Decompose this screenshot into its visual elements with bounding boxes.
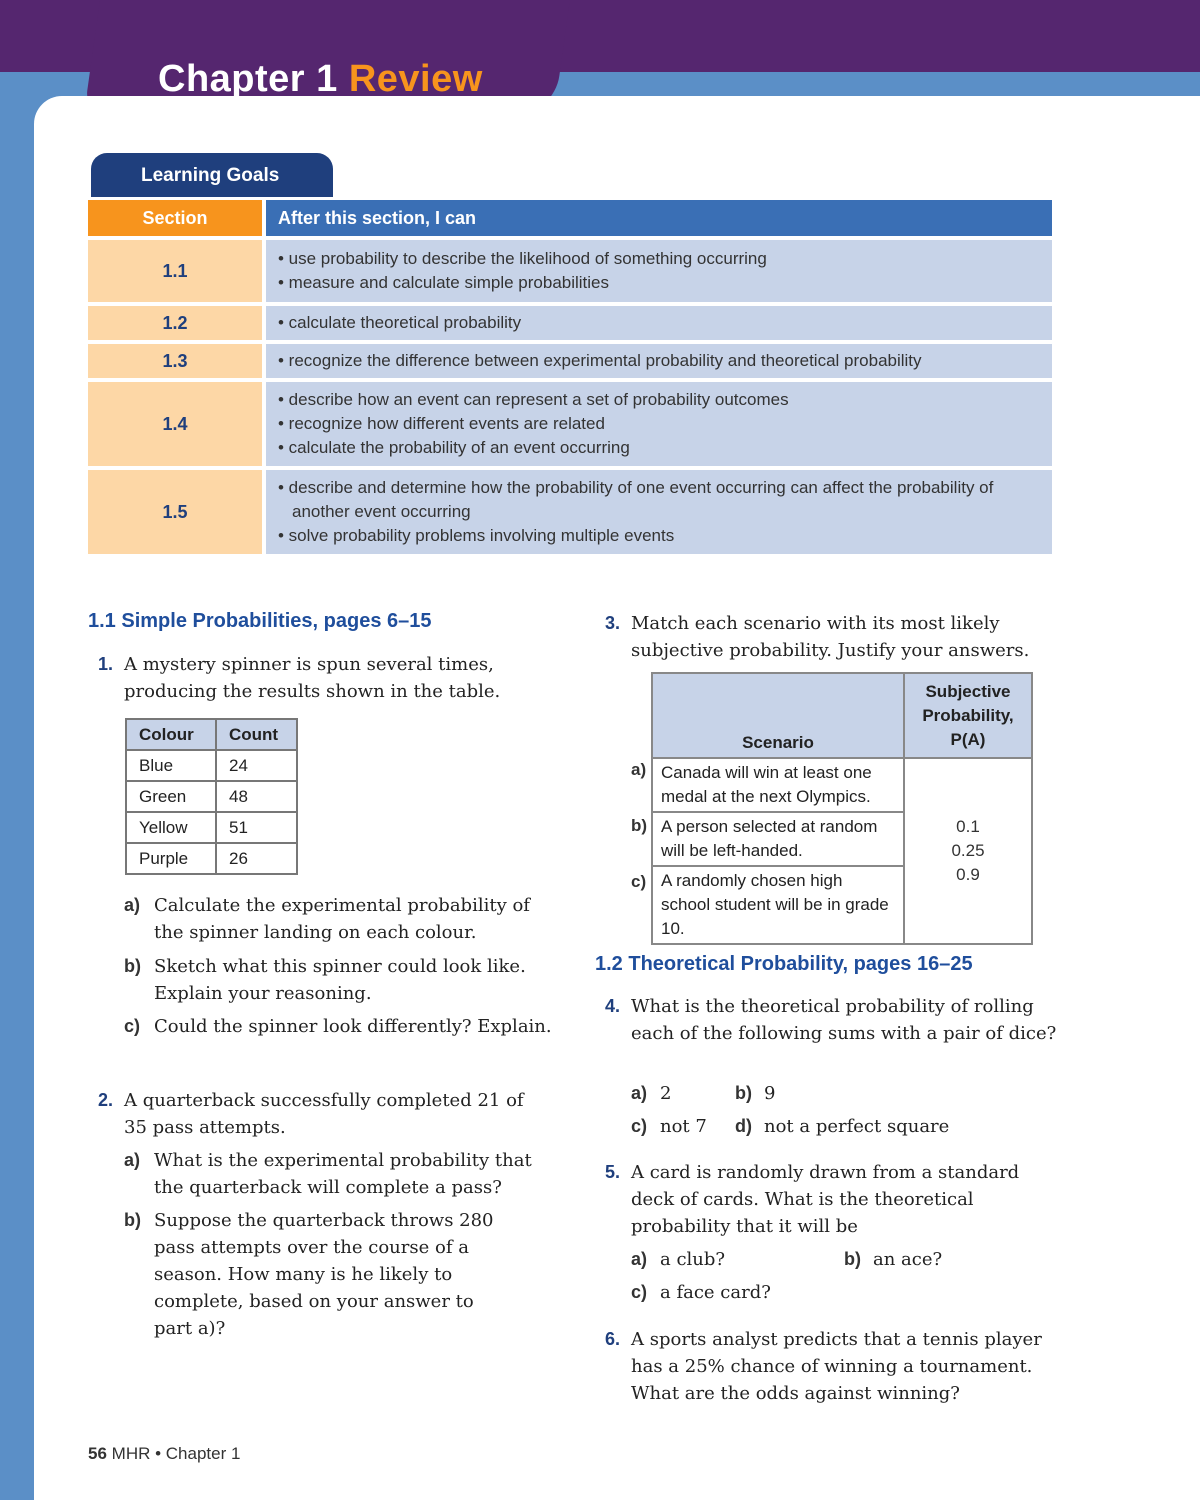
question-4c: c) not 7 bbox=[660, 1113, 707, 1140]
colour-cell: Purple bbox=[126, 843, 216, 874]
question-number: 1. bbox=[98, 654, 114, 674]
question-5 bbox=[605, 1159, 1051, 1240]
question-2b: b) Suppose the quarterback throws 280 pass attempts over the course of a season. How many is he likely to complete, based on your answer to part a)? bbox=[154, 1207, 504, 1342]
part-label: d) bbox=[735, 1116, 752, 1136]
chapter-title-accent: Review bbox=[348, 58, 483, 100]
part-label: a) bbox=[124, 895, 141, 915]
goal-item: • calculate the probability of an event occurring bbox=[278, 438, 630, 457]
goal-item: • solve probability problems involving multiple events bbox=[278, 526, 675, 545]
question-number: 2. bbox=[98, 1090, 114, 1110]
scenario-cell: A randomly chosen high school student will be in grade 10. bbox=[652, 866, 904, 944]
count-cell: 26 bbox=[216, 843, 297, 874]
question-3 bbox=[605, 610, 1061, 664]
probability-header: Subjective Probability, P(A) bbox=[904, 673, 1032, 758]
goal-row bbox=[88, 306, 1052, 340]
colour-cell: Yellow bbox=[126, 812, 216, 843]
part-label: b) bbox=[735, 1083, 752, 1103]
question-2a: a) What is the experimental probability that the quarterback will complete a pass? bbox=[154, 1147, 554, 1201]
scenario-label: c) bbox=[631, 872, 647, 891]
count-cell: 48 bbox=[216, 781, 297, 812]
colour-count-table bbox=[125, 718, 298, 875]
scenario-table bbox=[651, 672, 1033, 945]
question-1 bbox=[98, 651, 534, 705]
question-text: What is the theoretical probability of rolling each of the following sums with a pair of dice? bbox=[631, 996, 1057, 1044]
table-row bbox=[126, 781, 297, 812]
goal-section: 1.5 bbox=[88, 470, 262, 554]
scenario-cell: Canada will win at least one medal at the next Olympics. bbox=[652, 758, 904, 812]
scenario-header: Scenario bbox=[652, 673, 904, 758]
part-label: c) bbox=[631, 1116, 648, 1136]
question-4a: a) 2 bbox=[660, 1080, 671, 1107]
question-5a: a) a club? bbox=[660, 1246, 725, 1273]
goal-row bbox=[88, 240, 1052, 302]
part-label: c) bbox=[124, 1016, 141, 1036]
table-row bbox=[652, 758, 1032, 812]
footer-text: MHR • Chapter 1 bbox=[111, 1444, 241, 1463]
question-4 bbox=[605, 993, 1061, 1047]
question-text: A sports analyst predicts that a tennis player has a 25% chance of winning a tournament. What are the odds against winning? bbox=[631, 1329, 1042, 1404]
question-4d: d) not a perfect square bbox=[764, 1113, 949, 1140]
question-1a: a) Calculate the experimental probability of the spinner landing on each colour. bbox=[154, 892, 554, 946]
colour-cell: Blue bbox=[126, 750, 216, 781]
scenario-cell: A person selected at random will be left-handed. bbox=[652, 812, 904, 866]
table-row bbox=[126, 812, 297, 843]
goal-item: • measure and calculate simple probabilities bbox=[278, 273, 610, 292]
after-header: After this section, I can bbox=[262, 200, 1052, 236]
goal-section: 1.1 bbox=[88, 240, 262, 302]
part-label: b) bbox=[124, 1210, 141, 1230]
goal-item: • recognize the difference between experimental probability and theoretical probability bbox=[278, 351, 922, 370]
goal-item: • recognize how different events are related bbox=[278, 414, 605, 433]
question-text: A card is randomly drawn from a standard deck of cards. What is the theoretical probability that it will be bbox=[631, 1162, 1020, 1237]
learning-goals-tab: Learning Goals bbox=[89, 151, 335, 197]
goal-item: • describe how an event can represent a set of probability outcomes bbox=[278, 390, 789, 409]
count-cell: 51 bbox=[216, 812, 297, 843]
goal-row bbox=[88, 470, 1052, 554]
goal-item: • use probability to describe the likelihood of something occurring bbox=[278, 249, 767, 268]
question-text: Match each scenario with its most likely subjective probability. Justify your answers. bbox=[631, 613, 1030, 661]
chapter-title: Chapter 1 Review bbox=[158, 58, 483, 100]
goal-section: 1.4 bbox=[88, 382, 262, 466]
page-footer bbox=[88, 1444, 240, 1464]
question-1b: b) Sketch what this spinner could look like. Explain your reasoning. bbox=[154, 953, 554, 1007]
goal-section: 1.2 bbox=[88, 306, 262, 340]
section-heading-1-1: 1.1 Simple Probabilities, pages 6–15 bbox=[88, 610, 432, 632]
goal-row bbox=[88, 382, 1052, 466]
part-label: a) bbox=[631, 1249, 648, 1269]
goal-item: • calculate theoretical probability bbox=[278, 313, 522, 332]
question-text: A mystery spinner is spun several times, producing the results shown in the table. bbox=[124, 654, 501, 702]
table-row bbox=[126, 750, 297, 781]
question-4b: b) 9 bbox=[764, 1080, 775, 1107]
section-header: Section bbox=[88, 200, 262, 236]
part-label: b) bbox=[844, 1249, 861, 1269]
question-5b: b) an ace? bbox=[873, 1246, 942, 1273]
question-number: 6. bbox=[605, 1329, 621, 1349]
colour-header: Colour bbox=[126, 719, 216, 750]
table-row bbox=[126, 843, 297, 874]
count-cell: 24 bbox=[216, 750, 297, 781]
scenario-label: b) bbox=[631, 816, 648, 835]
question-1c: c) Could the spinner look differently? Explain. bbox=[154, 1013, 554, 1040]
learning-goals-table bbox=[88, 196, 1052, 558]
goal-item: • describe and determine how the probability of one event occurring can affect the probability of another event occurring bbox=[278, 478, 994, 521]
count-header: Count bbox=[216, 719, 297, 750]
question-2 bbox=[98, 1087, 544, 1141]
goal-row bbox=[88, 344, 1052, 378]
question-text: A quarterback successfully completed 21 of 35 pass attempts. bbox=[124, 1090, 524, 1138]
goal-section: 1.3 bbox=[88, 344, 262, 378]
part-label: b) bbox=[124, 956, 141, 976]
part-label: c) bbox=[631, 1282, 648, 1302]
part-label: a) bbox=[124, 1150, 141, 1170]
page-number: 56 bbox=[88, 1444, 107, 1463]
scenario-label: a) bbox=[631, 760, 647, 779]
section-heading-1-2: 1.2 Theoretical Probability, pages 16–25 bbox=[595, 953, 973, 975]
question-number: 3. bbox=[605, 613, 621, 633]
question-number: 4. bbox=[605, 996, 621, 1016]
question-5c: c) a face card? bbox=[660, 1279, 771, 1306]
part-label: a) bbox=[631, 1083, 648, 1103]
question-6 bbox=[605, 1326, 1061, 1407]
probability-options: 0.1 0.25 0.9 bbox=[904, 758, 1032, 944]
question-number: 5. bbox=[605, 1162, 621, 1182]
colour-cell: Green bbox=[126, 781, 216, 812]
